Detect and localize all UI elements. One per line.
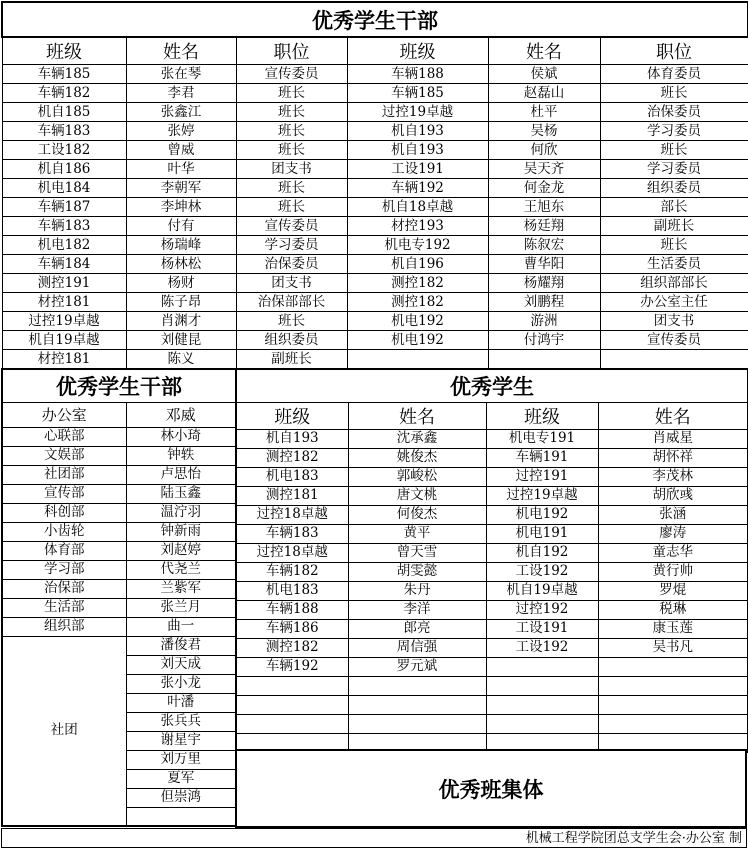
table-row [236, 638, 748, 657]
table-cell: 罗元斌 [348, 657, 486, 676]
table-cell: 部长 [600, 198, 748, 217]
table-cell: 文娱部 [2, 446, 126, 465]
table-row [2, 84, 748, 103]
table-cell [598, 676, 748, 695]
table-cell: 郭峻松 [348, 467, 486, 486]
column-header: 职位 [600, 37, 748, 65]
table-cell: 过控18卓越 [236, 543, 348, 562]
table-cell: 机自193 [347, 141, 488, 160]
table-row [2, 236, 748, 255]
table-cell: 姚俊杰 [348, 448, 486, 467]
table-cell: 兰紫军 [126, 579, 236, 598]
table-cell: 侯斌 [488, 65, 600, 84]
left-table [1, 368, 237, 827]
table-cell: 胡欣彧 [598, 486, 748, 505]
top-table [1, 1, 748, 369]
table-cell: 宣传委员 [600, 331, 748, 350]
table-cell: 机电184 [2, 179, 126, 198]
table-row [2, 293, 748, 312]
table-cell: 张涵 [598, 505, 748, 524]
table-cell: 副班长 [600, 217, 748, 236]
table-cell: 车辆185 [347, 84, 488, 103]
table-row [2, 503, 236, 522]
table-cell: 罗焜 [598, 581, 748, 600]
table-row [236, 467, 748, 486]
table-cell: 车辆182 [236, 562, 348, 581]
table-cell: 机电183 [236, 467, 348, 486]
table-cell [486, 695, 598, 714]
table-row [236, 657, 748, 676]
table-cell: 杨廷翔 [488, 217, 600, 236]
club-label: 社团 [2, 636, 126, 826]
table-row [236, 619, 748, 638]
table-cell: 付有 [126, 217, 236, 236]
table-cell: 车辆184 [2, 255, 126, 274]
table-cell: 钟新雨 [126, 522, 236, 541]
table-cell: 办公室主任 [600, 293, 748, 312]
column-header: 姓名 [488, 37, 600, 65]
table-cell: 刘赵婷 [126, 541, 236, 560]
table-cell: 张鑫江 [126, 103, 236, 122]
table-cell: 机电192 [347, 312, 488, 331]
table-cell: 李朝军 [126, 179, 236, 198]
table-cell: 但崇鸿 [126, 788, 236, 807]
table-row [2, 541, 236, 560]
table-cell: 杨耀翔 [488, 274, 600, 293]
class-section-title: 优秀班集体 [438, 776, 544, 802]
table-cell: 童志华 [598, 543, 748, 562]
table-cell: 康玉莲 [598, 619, 748, 638]
table-cell: 体育委员 [600, 65, 748, 84]
table-cell: 机电183 [236, 581, 348, 600]
table-cell: 班长 [236, 141, 347, 160]
table-row [2, 579, 236, 598]
table-cell: 工设192 [486, 562, 598, 581]
table-cell: 治保部 [2, 579, 126, 598]
table-row [236, 695, 748, 714]
table-cell: 机电182 [2, 236, 126, 255]
table-cell [486, 676, 598, 695]
table-row [2, 636, 236, 655]
right-title: 优秀学生 [236, 369, 748, 402]
table-cell: 副班长 [236, 350, 347, 369]
table-row [2, 179, 748, 198]
footer-text: 机械工程学院团总支学生会·办公室 制 [525, 831, 742, 846]
table-cell: 机自19卓越 [2, 331, 126, 350]
table-cell [486, 657, 598, 676]
table-row [236, 600, 748, 619]
table-cell: 夏军 [126, 769, 236, 788]
table-cell: 过控192 [486, 600, 598, 619]
table-cell: 胡怀祥 [598, 448, 748, 467]
table-cell: 张在琴 [126, 65, 236, 84]
table-cell: 温泞羽 [126, 503, 236, 522]
table-cell: 测控182 [347, 274, 488, 293]
table-cell: 代尧兰 [126, 560, 236, 579]
table-cell: 机自186 [2, 160, 126, 179]
table-cell [348, 714, 486, 733]
table-cell: 曲一 [126, 617, 236, 636]
table-cell: 杨林松 [126, 255, 236, 274]
table-cell: 生活委员 [600, 255, 748, 274]
table-row [236, 581, 748, 600]
table-cell: 车辆188 [236, 600, 348, 619]
table-row [2, 103, 748, 122]
table-cell: 杨瑞峰 [126, 236, 236, 255]
table-cell: 组织委员 [600, 179, 748, 198]
table-cell: 材控181 [2, 350, 126, 369]
footer [1, 828, 747, 848]
table-cell: 张兵兵 [126, 712, 236, 731]
table-cell: 李茂林 [598, 467, 748, 486]
column-header: 班级 [486, 402, 598, 429]
table-cell: 工设191 [486, 619, 598, 638]
table-cell [600, 350, 748, 369]
table-cell [236, 676, 348, 695]
table-cell: 曹华阳 [488, 255, 600, 274]
table-cell: 曾天雪 [348, 543, 486, 562]
table-cell: 过控191 [486, 467, 598, 486]
table-cell: 肖渊才 [126, 312, 236, 331]
table-cell: 廖涛 [598, 524, 748, 543]
table-row [2, 160, 748, 179]
right-table [235, 368, 748, 753]
table-cell [348, 695, 486, 714]
table-row [2, 446, 236, 465]
table-cell: 付鸿宇 [488, 331, 600, 350]
table-cell: 工设191 [347, 160, 488, 179]
table-cell: 吴书凡 [598, 638, 748, 657]
table-row [2, 484, 236, 503]
table-cell: 杨财 [126, 274, 236, 293]
table-cell: 赵磊山 [488, 84, 600, 103]
table-cell: 机自193 [236, 429, 348, 448]
table-row [2, 217, 748, 236]
table-row [2, 255, 748, 274]
table-cell: 钟轶 [126, 446, 236, 465]
table-cell: 测控182 [236, 448, 348, 467]
table-cell: 张小龙 [126, 674, 236, 693]
table-cell: 吴杨 [488, 122, 600, 141]
table-cell: 叶华 [126, 160, 236, 179]
table-cell: 车辆182 [2, 84, 126, 103]
table-cell: 治保部部长 [236, 293, 347, 312]
table-cell: 杜平 [488, 103, 600, 122]
table-row [236, 505, 748, 524]
table-cell: 车辆183 [236, 524, 348, 543]
table-cell: 唐文桃 [348, 486, 486, 505]
table-cell: 材控193 [347, 217, 488, 236]
table-cell: 体育部 [2, 541, 126, 560]
table-cell: 周信强 [348, 638, 486, 657]
table-cell: 治保委员 [600, 103, 748, 122]
table-cell: 测控182 [347, 293, 488, 312]
table-cell: 材控181 [2, 293, 126, 312]
table-cell: 办公室 [2, 402, 126, 427]
column-header: 姓名 [126, 37, 236, 65]
table-cell: 班长 [600, 236, 748, 255]
table-row [2, 598, 236, 617]
column-header: 班级 [236, 402, 348, 429]
table-cell: 机自185 [2, 103, 126, 122]
table-cell: 车辆188 [347, 65, 488, 84]
table-row [236, 524, 748, 543]
table-cell: 机自193 [347, 122, 488, 141]
table-cell: 班长 [236, 122, 347, 141]
class-section [235, 749, 747, 828]
top-title: 优秀学生干部 [2, 2, 748, 37]
table-cell: 曾威 [126, 141, 236, 160]
table-cell: 朱丹 [348, 581, 486, 600]
table-row [2, 312, 748, 331]
table-cell: 何金龙 [488, 179, 600, 198]
table-cell: 游洲 [488, 312, 600, 331]
table-row [236, 429, 748, 448]
table-cell [598, 695, 748, 714]
table-cell: 学习委员 [600, 160, 748, 179]
table-cell: 潘俊君 [126, 636, 236, 655]
table-cell: 邓威 [126, 402, 236, 427]
table-cell: 机自18卓越 [347, 198, 488, 217]
table-cell: 宣传部 [2, 484, 126, 503]
column-header: 职位 [236, 37, 347, 65]
table-cell: 组织委员 [236, 331, 347, 350]
table-cell [236, 714, 348, 733]
table-row [236, 714, 748, 733]
table-row [2, 402, 236, 427]
table-cell: 班长 [236, 198, 347, 217]
table-cell: 科创部 [2, 503, 126, 522]
table-row [2, 198, 748, 217]
table-cell: 测控181 [236, 486, 348, 505]
table-cell: 刘天成 [126, 655, 236, 674]
table-cell: 学习部 [2, 560, 126, 579]
table-cell [347, 350, 488, 369]
table-cell: 车辆183 [2, 122, 126, 141]
table-cell: 机自19卓越 [486, 581, 598, 600]
table-row [236, 543, 748, 562]
table-cell: 郎亮 [348, 619, 486, 638]
table-cell: 肖威星 [598, 429, 748, 448]
table-cell: 林小琦 [126, 427, 236, 446]
table-cell: 李坤林 [126, 198, 236, 217]
table-cell: 陈子昂 [126, 293, 236, 312]
table-row [2, 141, 748, 160]
table-cell: 车辆185 [2, 65, 126, 84]
table-cell: 车辆192 [347, 179, 488, 198]
table-cell: 治保委员 [236, 255, 347, 274]
table-row [236, 676, 748, 695]
table-cell: 班长 [600, 84, 748, 103]
table-cell: 团支书 [236, 160, 347, 179]
table-cell: 谢星宇 [126, 731, 236, 750]
table-row [2, 274, 748, 293]
table-row [2, 465, 236, 484]
table-cell: 过控19卓越 [347, 103, 488, 122]
table-row [2, 427, 236, 446]
table-row [236, 486, 748, 505]
table-cell: 车辆191 [486, 448, 598, 467]
table-cell: 王旭东 [488, 198, 600, 217]
table-cell: 何欣 [488, 141, 600, 160]
table-row [2, 522, 236, 541]
column-header: 班级 [347, 37, 488, 65]
table-cell: 车辆192 [236, 657, 348, 676]
table-cell [126, 807, 236, 826]
table-cell: 机电192 [486, 505, 598, 524]
table-cell: 机电专191 [486, 429, 598, 448]
table-cell: 沈承鑫 [348, 429, 486, 448]
table-cell: 陆玉鑫 [126, 484, 236, 503]
table-row [236, 562, 748, 581]
table-cell: 学习委员 [236, 236, 347, 255]
table-row [2, 350, 748, 369]
table-cell: 心联部 [2, 427, 126, 446]
table-cell: 黄行帅 [598, 562, 748, 581]
table-cell: 生活部 [2, 598, 126, 617]
table-cell: 刘健昆 [126, 331, 236, 350]
table-cell [598, 657, 748, 676]
table-row [2, 331, 748, 350]
left-title: 优秀学生干部 [2, 369, 236, 402]
table-cell: 班长 [600, 141, 748, 160]
table-cell: 组织部 [2, 617, 126, 636]
table-cell: 机电192 [347, 331, 488, 350]
table-cell: 班长 [236, 84, 347, 103]
table-cell: 组织部部长 [600, 274, 748, 293]
table-cell: 车辆187 [2, 198, 126, 217]
table-cell: 胡雯懿 [348, 562, 486, 581]
table-cell: 班长 [236, 312, 347, 331]
table-cell: 班长 [236, 103, 347, 122]
table-cell: 李君 [126, 84, 236, 103]
table-cell: 测控182 [236, 638, 348, 657]
table-cell [598, 714, 748, 733]
table-cell: 张婷 [126, 122, 236, 141]
table-cell: 李洋 [348, 600, 486, 619]
table-cell: 工设182 [2, 141, 126, 160]
table-row [2, 617, 236, 636]
table-cell: 机电191 [486, 524, 598, 543]
table-cell: 过控18卓越 [236, 505, 348, 524]
table-cell [348, 676, 486, 695]
table-cell: 机电专192 [347, 236, 488, 255]
table-row [2, 65, 748, 84]
table-cell: 卢思怡 [126, 465, 236, 484]
table-cell: 班长 [236, 179, 347, 198]
table-cell: 黄平 [348, 524, 486, 543]
table-cell: 叶潘 [126, 693, 236, 712]
table-cell: 机自192 [486, 543, 598, 562]
table-cell: 张兰月 [126, 598, 236, 617]
table-cell: 陈叙宏 [488, 236, 600, 255]
table-cell: 何俊杰 [348, 505, 486, 524]
table-row [2, 560, 236, 579]
table-cell: 团支书 [600, 312, 748, 331]
table-cell: 税琳 [598, 600, 748, 619]
table-cell: 车辆186 [236, 619, 348, 638]
table-cell: 吴天齐 [488, 160, 600, 179]
table-cell: 宣传委员 [236, 65, 347, 84]
table-row [236, 448, 748, 467]
column-header: 姓名 [348, 402, 486, 429]
table-cell: 工设192 [486, 638, 598, 657]
table-cell: 刘鹏程 [488, 293, 600, 312]
table-cell [488, 350, 600, 369]
table-cell: 机自196 [347, 255, 488, 274]
table-cell: 学习委员 [600, 122, 748, 141]
table-cell: 测控191 [2, 274, 126, 293]
table-cell: 宣传委员 [236, 217, 347, 236]
table-cell [236, 695, 348, 714]
table-cell: 陈义 [126, 350, 236, 369]
table-cell: 团支书 [236, 274, 347, 293]
table-cell: 社团部 [2, 465, 126, 484]
table-cell: 小齿轮 [2, 522, 126, 541]
table-cell: 过控19卓越 [2, 312, 126, 331]
table-cell: 车辆183 [2, 217, 126, 236]
table-cell [486, 714, 598, 733]
table-cell: 刘万里 [126, 750, 236, 769]
table-row [2, 122, 748, 141]
table-cell: 过控19卓越 [486, 486, 598, 505]
column-header: 姓名 [598, 402, 748, 429]
column-header: 班级 [2, 37, 126, 65]
